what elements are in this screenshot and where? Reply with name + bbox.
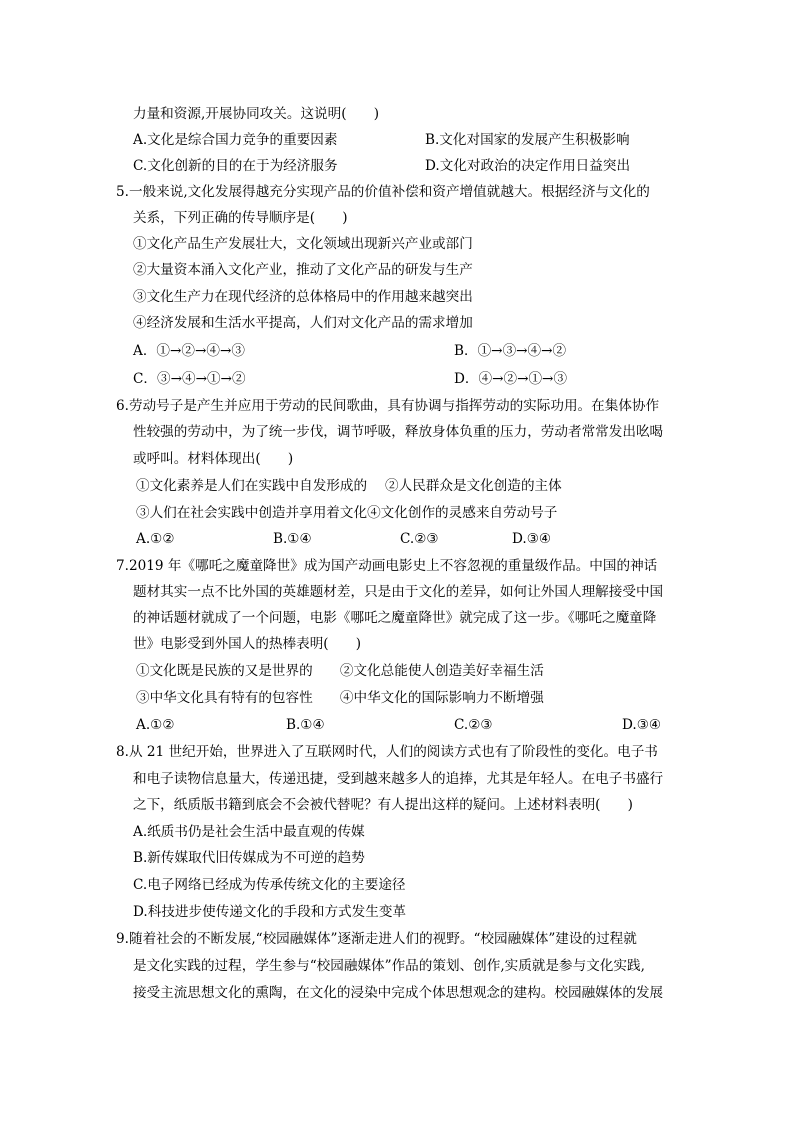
q4-option-d: D.文化对政治的决定作用日益突出 bbox=[425, 158, 631, 174]
q5-item-2: ②大量资本涌入文化产业，推动了文化产品的研发与生产 bbox=[133, 262, 473, 278]
q5-option-a: A．①→②→④→③ bbox=[133, 343, 245, 359]
q6-option-d: D.③④ bbox=[512, 531, 552, 547]
q7-stem-line-2: 题材其实一点不比外国的英雄题材差，只是由于文化的差异，如何让外国人理解接受中国 bbox=[133, 584, 664, 600]
q5-stem-line-1: 5.一般来说,文化发展得越充分实现产品的价值补偿和资产增值就越大。根据经济与文化的 bbox=[116, 184, 650, 200]
q9-stem-line-3: 接受主流思想文化的熏陶，在文化的浸染中完成个体思想观念的建构。校园融媒体的发展 bbox=[133, 985, 664, 1001]
q6-stem-line-3: 或呼叫。材料体现出( ) bbox=[133, 451, 294, 467]
q7-option-c: C.②③ bbox=[454, 717, 493, 733]
q8-stem-line-3: 之下，纸质版书籍到底会不会被代替呢？有人提出这样的疑问。上述材料表明( ) bbox=[133, 797, 633, 813]
q9-stem-line-1: 9.随着社会的不断发展,“校园融媒体”逐渐走进人们的视野。“校园融媒体”建设的过程就 bbox=[116, 931, 637, 947]
q8-option-b: B.新传媒取代旧传媒成为不可逆的趋势 bbox=[133, 850, 365, 866]
q6-option-b: B.①④ bbox=[273, 531, 312, 547]
q7-stem-line-1: 7.2019 年《哪吒之魔童降世》成为国产动画电影史上不容忽视的重量级作品。中国的神话 bbox=[116, 558, 658, 574]
q8-stem-line-2: 和电子读物信息量大，传递迅捷，受到越来越多人的追捧，尤其是年轻人。在电子书盛行 bbox=[133, 771, 664, 787]
q6-stem-line-1: 6.劳动号子是产生并应用于劳动的民间歌曲，具有协调与指挥劳动的实际功用。在集体协作 bbox=[116, 398, 660, 414]
q6-option-c: C.②③ bbox=[400, 531, 439, 547]
q7-option-a: A.①② bbox=[136, 717, 175, 733]
q5-option-d: D．④→②→①→③ bbox=[454, 371, 568, 387]
q6-item-3-4: ③人们在社会实践中创造并享用着文化④文化创作的灵感来自劳动号子 bbox=[136, 505, 558, 521]
q5-item-1: ①文化产品生产发展壮大，文化领域出现新兴产业或部门 bbox=[133, 236, 473, 252]
q5-option-b: B．①→③→④→② bbox=[454, 343, 567, 359]
q6-option-a: A.①② bbox=[136, 531, 175, 547]
q5-item-3: ③文化生产力在现代经济的总体格局中的作用越来越突出 bbox=[133, 289, 473, 305]
q4-option-b: B.文化对国家的发展产生积极影响 bbox=[425, 132, 630, 148]
q8-stem-line-1: 8.从 21 世纪开始，世界进入了互联网时代，人们的阅读方式也有了阶段性的变化。电子书 bbox=[116, 744, 658, 760]
q7-stem-line-3: 的神话题材就成了一个问题，电影《哪吒之魔童降世》就完成了这一步。《哪吒之魔童降 bbox=[133, 610, 657, 626]
q8-option-c: C.电子网络已经成为传承传统文化的主要途径 bbox=[133, 877, 406, 893]
q6-stem-line-2: 性较强的劳动中，为了统一步伐，调节呼吸，释放身体负重的压力，劳动者常常发出吆喝 bbox=[133, 424, 664, 440]
q6-item-1-2: ①文化素养是人们在实践中自发形成的 ②人民群众是文化创造的主体 bbox=[136, 478, 562, 494]
q7-item-3-4: ③中华文化具有特有的包容性 ④中华文化的国际影响力不断增强 bbox=[136, 690, 544, 706]
q8-option-d: D.科技进步使传递文化的手段和方式发生变革 bbox=[133, 904, 407, 920]
q4-option-a: A.文化是综合国力竞争的重要因素 bbox=[133, 132, 338, 148]
q4-option-c: C.文化创新的目的在于为经济服务 bbox=[133, 158, 338, 174]
q7-option-b: B.①④ bbox=[286, 717, 325, 733]
q7-stem-line-4: 世》电影受到外国人的热棒表明( ) bbox=[133, 636, 362, 652]
q5-stem-line-2: 关系，下列正确的传导顺序是( ) bbox=[133, 210, 348, 226]
q7-item-1-2: ①文化既是民族的又是世界的 ②文化总能使人创造美好幸福生活 bbox=[136, 663, 544, 679]
q5-option-c: C．③→④→①→② bbox=[133, 371, 246, 387]
q4-stem-continuation: 力量和资源,开展协同攻关。这说明( ) bbox=[133, 106, 380, 122]
q5-item-4: ④经济发展和生活水平提高，人们对文化产品的需求增加 bbox=[133, 315, 473, 331]
q9-stem-line-2: 是文化实践的过程，学生参与“校园融媒体”作品的策划、创作,实质就是参与文化实践, bbox=[133, 958, 645, 974]
q7-option-d: D.③④ bbox=[622, 717, 662, 733]
q8-option-a: A.纸质书仍是社会生活中最直观的传媒 bbox=[133, 824, 365, 840]
